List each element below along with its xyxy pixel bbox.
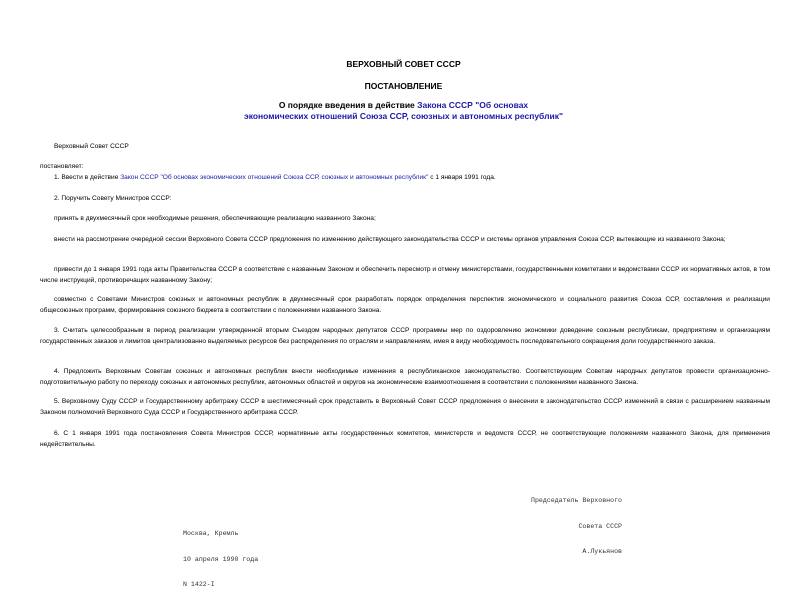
document-type: ПОСТАНОВЛЕНИЕ	[364, 81, 443, 91]
signature-line-3: А.Лукьянов	[582, 548, 622, 555]
paragraph-2a: принять в двухмесячный срок необходимые решения, обеспечивающие реализацию названного Закона;	[54, 215, 376, 222]
intro-text: Верховный Совет СССР	[54, 143, 129, 150]
document-title	[0, 100, 807, 122]
resolves-text: постановляет:	[40, 163, 84, 170]
paragraph-4: 4. Предложить Верховным Советам союзных и автономных республик внести необходимые изменения в республиканское законодательство. Соответствующим Советам народных депутатов провести организационно-подготовительную работу по переходу союзных и автономных республик, автономных областей и округов на экономические взаимоотношения в соответствии с положениями названного Закона.	[40, 368, 770, 386]
signature-line-2: Совета СССР	[578, 522, 622, 530]
law-title-link[interactable]: Закона СССР "Об основах	[417, 100, 529, 110]
signature-line-1: Председатель Верховного	[530, 497, 622, 504]
issuing-body: ВЕРХОВНЫЙ СОВЕТ СССР	[346, 59, 461, 69]
paragraph-2: 2. Поручить Совету Министров СССР:	[54, 195, 172, 202]
signature-block	[530, 480, 622, 574]
number-line: N 1422-I	[183, 581, 215, 588]
place-line: Москва, Кремль	[183, 530, 239, 537]
date-line: 10 апреля 1990 года	[183, 555, 259, 563]
paragraph-1	[40, 172, 770, 183]
title-prefix: О порядке введения в действие	[278, 100, 418, 110]
paragraph-1-pre: 1. Ввести в действие	[54, 174, 121, 181]
paragraph-2d: совместно с Советами Министров союзных и автономных республик в двухмесячный срок разработать порядок определения перспектив экономического и социального развития Союза ССР, составления и реализации общесоюзных программ, формирования союзного бюджета в соответствии с положениями названного Закона.	[40, 296, 770, 314]
paragraph-3: 3. Считать целесообразным в период реализации утвержденной вторым Съездом народных депутатов СССР программы мер по оздоровлению экономики доведение союзным республикам, предприятиям и организациям государственных заказов и лимитов централизованно выделяемых ресурсов без распределения по отраслям и направлениям, имея в виду необходимость последовательного сокращения доли государственного заказа.	[40, 327, 770, 345]
paragraph-2c: привести до 1 января 1991 года акты Правительства СССР в соответствие с названным Законом и обеспечить пересмотр и отмену министерствами, государственными комитетами и ведомствами СССР их нормативных актов, в том числе инструкций, противоречащих названному Закону;	[40, 266, 770, 284]
paragraph-2b: внести на рассмотрение очередной сессии Верховного Совета СССР предложения по изменению действующего законодательства СССР и системы органов управления Союза ССР, вытекающие из названного Закона;	[54, 236, 726, 243]
place-date-block	[183, 513, 258, 607]
law-title-link-cont[interactable]: экономических отношений Союза ССР, союзных и автономных республик"	[244, 111, 563, 121]
paragraph-5: 5. Верховному Суду СССР и Государственному арбитражу СССР в шестимесячный срок представить в Верховный Совет СССР предложения о внесении в законодательство СССР изменений в связи с расширением названным Законом полномочий Верховного Суда СССР и Государственного арбитража СССР.	[40, 398, 770, 416]
law-link[interactable]: Закон СССР "Об основах экономических отношений Союза ССР, союзных и автономных республик"	[120, 174, 429, 181]
paragraph-1-post: с 1 января 1991 года.	[428, 174, 496, 181]
paragraph-6: 6. С 1 января 1991 года постановления Совета Министров СССР, нормативные акты государственных комитетов, министерств и ведомств СССР, не соответствующие положениям названного Закона, для применения недействительны.	[40, 430, 770, 448]
